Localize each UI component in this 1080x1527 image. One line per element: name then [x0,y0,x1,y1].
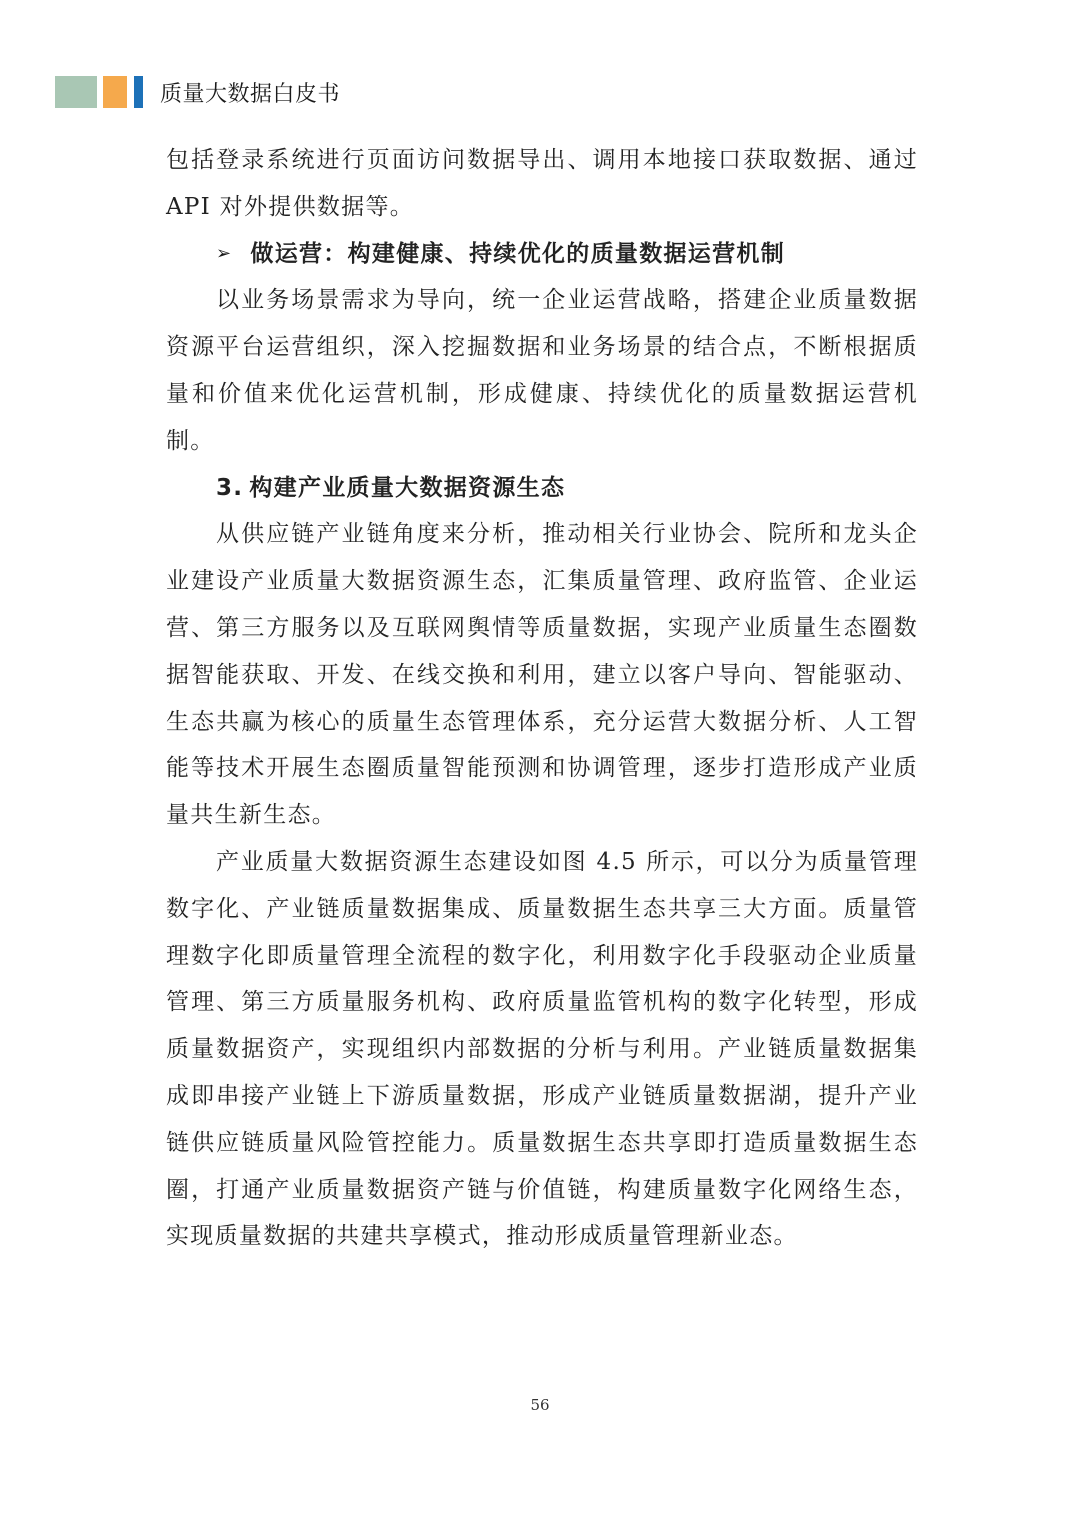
paragraph-ecosystem-2: 产业质量大数据资源生态建设如图 4.5 所示，可以分为质量管理数字化、产业链质量数据集成、质量数据生态共享三大方面。质量管理数字化即质量管理全流程的数字化，利用数字化手段驱动企业质量管理、第三方质量服务机构、政府质量监管机构的数字化转型，形成质量数据资产，实现组织内部数据的分析与利用。产业链质量数据集成即串接产业链上下游质量数据，形成产业链质量数据湖，提升产业链供应链质量风险管控能力。质量数据生态共享即打造质量数据生态圈，打通产业质量数据资产链与价值链，构建质量数字化网络生态，实现质量数据的共建共享模式，推动形成质量管理新业态。 [166,848,918,1250]
header-title: 质量大数据白皮书 [160,81,341,107]
ops-heading [166,231,918,278]
header-orange-block [103,76,127,108]
section-heading-text: 构建产业质量大数据资源生态 [249,474,566,501]
section-number: 3. [216,474,244,501]
paragraph-intro: 包括登录系统进行页面访问数据导出、调用本地接口获取数据、通过API 对外提供数据等。 [166,147,918,220]
paragraph-ops: 以业务场景需求为导向，统一企业运营战略，搭建企业质量数据资源平台运营组织，深入挖掘数据和业务场景的结合点，不断根据质量和价值来优化运营机制，形成健康、持续优化的质量数据运营机制。 [166,287,918,454]
paragraph-ecosystem-1: 从供应链产业链角度来分析，推动相关行业协会、院所和龙头企业建设产业质量大数据资源生态，汇集质量管理、政府监管、企业运营、第三方服务以及互联网舆情等质量数据，实现产业质量生态圈数据智能获取、开发、在线交换和利用，建立以客户导向、智能驱动、生态共赢为核心的质量生态管理体系，充分运营大数据分析、人工智能等技术开展生态圈质量智能预测和协调管理，逐步打造形成产业质量共生新生态。 [166,521,918,829]
page-number: 56 [530,1396,550,1414]
header-green-block [55,76,97,108]
arrow-bullet-icon: ➢ [216,242,233,264]
page-header [55,76,340,108]
header-blue-bar [134,76,143,108]
section-heading [166,465,918,512]
page-body [166,137,918,1260]
ops-heading-text: 做运营：构建健康、持续优化的质量数据运营机制 [250,240,785,267]
